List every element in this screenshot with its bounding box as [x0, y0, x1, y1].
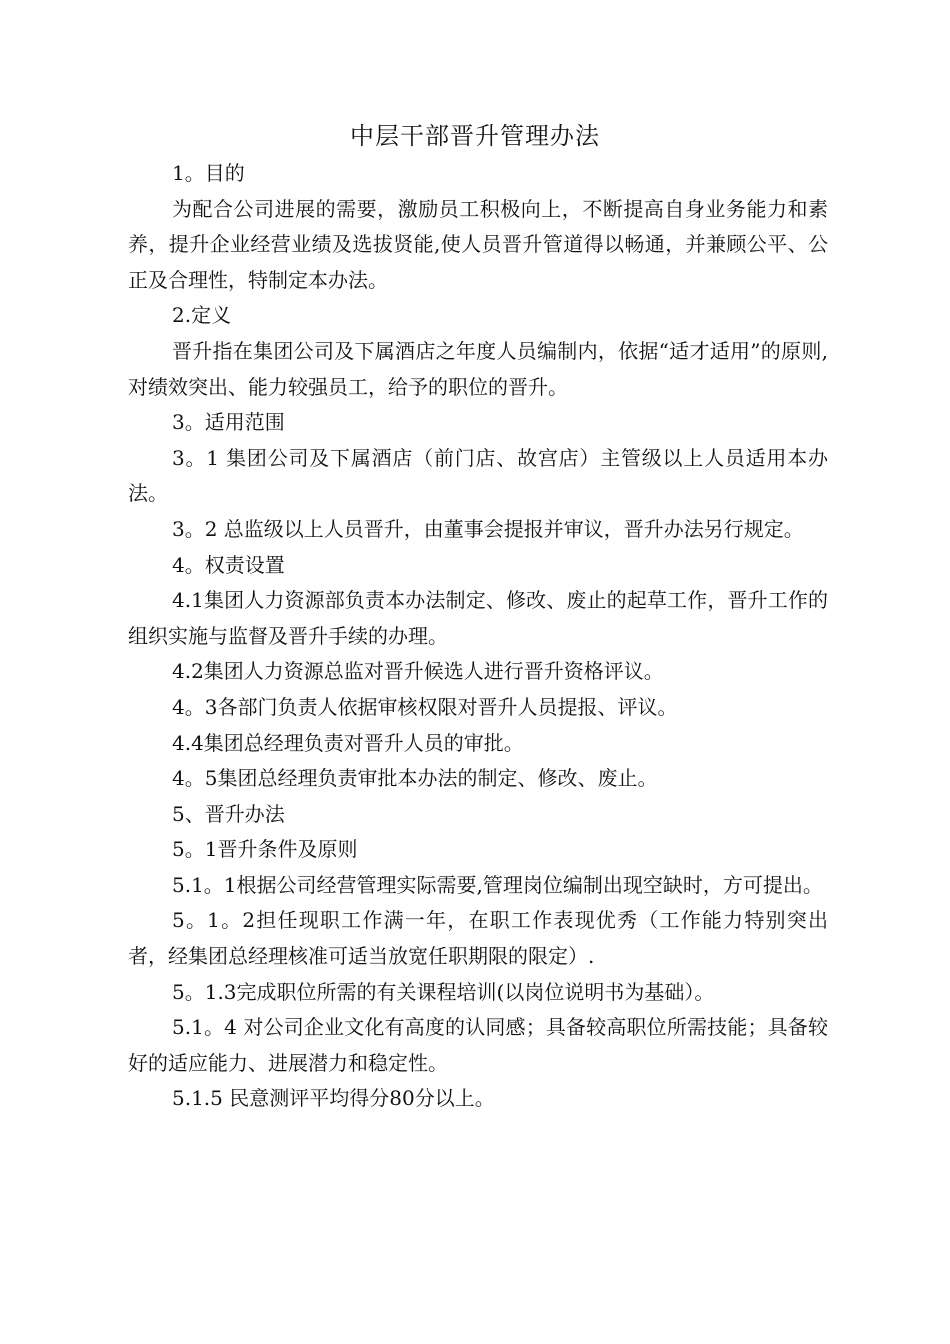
section-3-heading: 3。适用范围	[172, 410, 285, 435]
section-1-paragraph: 为配合公司进展的需要，激励员工积极向上，不断提高自身业务能力和素养，提升企业经营业绩及选拔贤能,使人员晋升管道得以畅通，并兼顾公平、公正及合理性，特制定本办法。	[128, 196, 828, 292]
section-2-paragraph: 晋升指在集团公司及下属酒店之年度人员编制内，依据“适才适用”的原则,对绩效突出、能力较强员工，给予的职位的晋升。	[128, 338, 828, 399]
clause-5-1-heading: 5。1晋升条件及原则	[172, 837, 358, 862]
clause-4-1: 4.1集团人力资源部负责本办法制定、修改、废止的起草工作，晋升工作的组织实施与监督及晋升手续的办理。	[128, 588, 828, 648]
clause-3-2: 3。2 总监级以上人员晋升，由董事会提报并审议，晋升办法另行规定。	[172, 516, 804, 541]
section-2-heading: 2.定义	[172, 303, 232, 328]
clause-5-1-2: 5。1。2担任现职工作满一年，在职工作表现优秀（工作能力特别突出者，经集团总经理核准可适当放宽任职期限的限定）.	[128, 908, 828, 969]
document-body	[128, 156, 828, 1117]
document-title: 中层干部晋升管理办法	[350, 122, 600, 150]
clause-5-1-3: 5。1.3完成职位所需的有关课程培训(以岗位说明书为基础）。	[172, 979, 715, 1004]
section-4-heading: 4。权责设置	[172, 552, 285, 577]
clause-5-1-5: 5.1.5 民意测评平均得分80分以上。	[172, 1086, 495, 1111]
clause-4-3: 4。3各部门负责人依据审核权限对晋升人员提报、评议。	[172, 694, 678, 719]
clause-5-1-1: 5.1。1根据公司经营管理实际需要,管理岗位编制出现空缺时，方可提出。	[172, 872, 823, 897]
clause-5-1-4: 5.1。4 对公司企业文化有高度的认同感；具备较高职位所需技能；具备较好的适应能力、进展潜力和稳定性。	[128, 1015, 828, 1075]
section-5-heading: 5、晋升办法	[172, 801, 285, 826]
section-1-heading: 1。目的	[172, 161, 245, 185]
clause-4-5: 4。5集团总经理负责审批本办法的制定、修改、废止。	[172, 766, 658, 791]
clause-4-2: 4.2集团人力资源总监对晋升候选人进行晋升资格评议。	[172, 659, 664, 684]
clause-4-4: 4.4集团总经理负责对晋升人员的审批。	[172, 730, 524, 755]
clause-3-1: 3。1 集团公司及下属酒店（前门店、故宫店）主管级以上人员适用本办法。	[128, 445, 828, 506]
